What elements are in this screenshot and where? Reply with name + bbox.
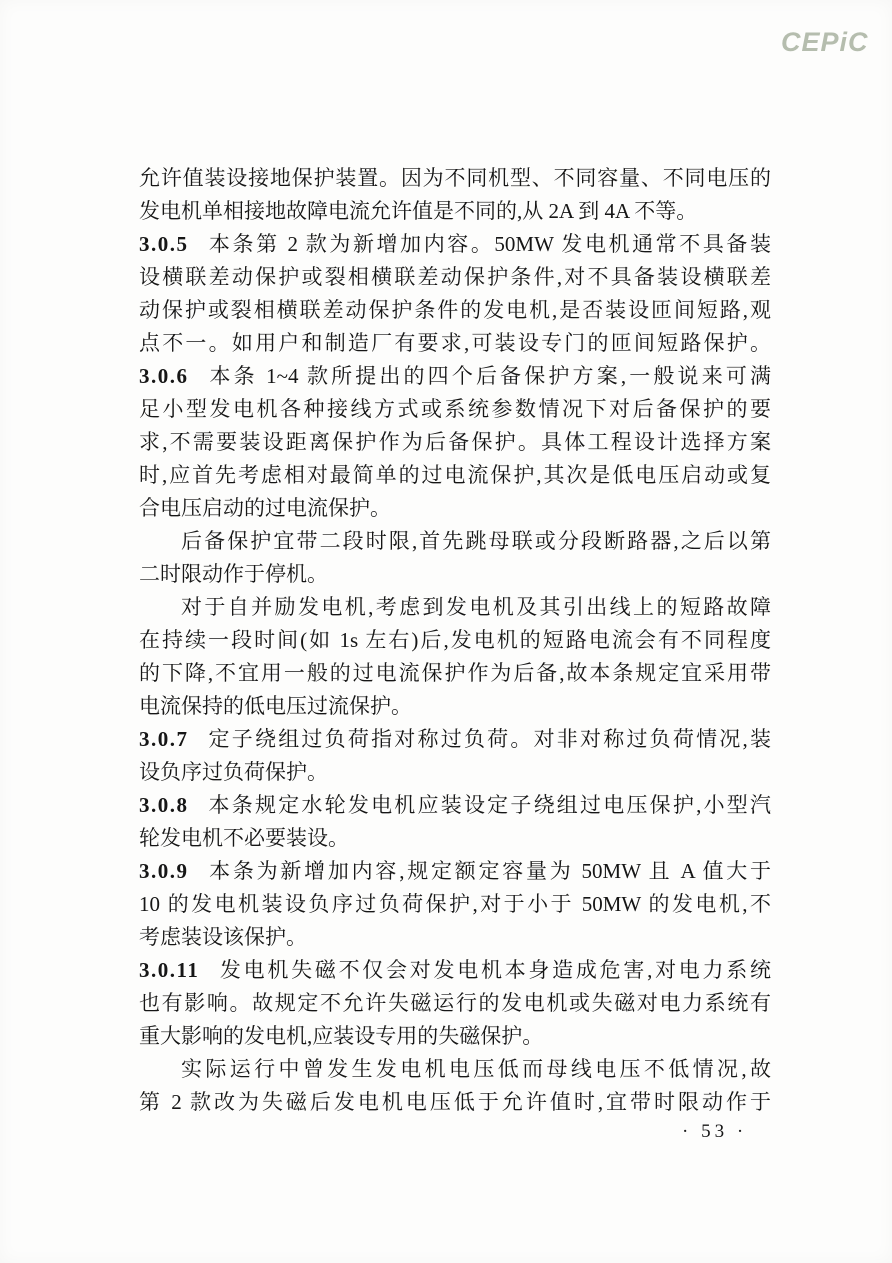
text-line [139, 723, 771, 756]
text-line [139, 195, 771, 228]
text-line [139, 624, 771, 657]
text-line [139, 1086, 771, 1119]
text-line [139, 525, 771, 558]
text-line [139, 1020, 771, 1053]
text-line [139, 558, 771, 591]
line-text: 足小型发电机各种接线方式或系统参数情况下对后备保护的要 [139, 397, 771, 421]
text-line [139, 855, 771, 888]
line-text: 对于自并励发电机,考虑到发电机及其引出线上的短路故障 [181, 595, 771, 619]
line-text: 设横联差动保护或裂相横联差动保护条件,对不具备装设横联差 [139, 265, 771, 289]
line-text: 时,应首先考虑相对最简单的过电流保护,其次是低电压启动或复 [139, 463, 771, 487]
text-line [139, 690, 771, 723]
line-text: 本条为新增加内容,规定额定容量为 50MW 且 A 值大于 [206, 859, 771, 883]
text-line [139, 888, 771, 921]
line-text: 考虑装设该保护。 [139, 925, 307, 949]
text-line [139, 756, 771, 789]
line-text: 发电机失磁不仅会对发电机本身造成危害,对电力系统 [217, 958, 771, 982]
page-number: · 53 · [682, 1121, 748, 1142]
line-text: 也有影响。故规定不允许失磁运行的发电机或失磁对电力系统有 [139, 991, 771, 1015]
text-line [139, 987, 771, 1020]
text-line [139, 426, 771, 459]
line-text: 的下降,不宜用一般的过电流保护作为后备,故本条规定宜采用带 [139, 661, 771, 685]
text-line [139, 261, 771, 294]
line-text: 本条规定水轮发电机应装设定子绕组过电压保护,小型汽 [206, 793, 771, 817]
line-text: 重大影响的发电机,应装设专用的失磁保护。 [139, 1024, 544, 1048]
line-text: 允许值装设接地保护装置。因为不同机型、不同容量、不同电压的 [139, 166, 771, 190]
line-text: 二时限动作于停机。 [139, 562, 328, 586]
clause-number: 3.0.8 [139, 793, 189, 817]
clause-number: 3.0.7 [139, 727, 189, 751]
body-text [139, 162, 771, 1119]
line-text: 后备保护宜带二段时限,首先跳母联或分段断路器,之后以第 [181, 529, 771, 553]
clause-number: 3.0.6 [139, 364, 189, 388]
line-text: 设负序过负荷保护。 [139, 760, 328, 784]
line-text: 本条 1~4 款所提出的四个后备保护方案,一般说来可满 [206, 364, 771, 388]
line-text: 本条第 2 款为新增加内容。50MW 发电机通常不具备装 [206, 232, 771, 256]
line-text: 电流保持的低电压过流保护。 [139, 694, 412, 718]
line-text: 点不一。如用户和制造厂有要求,可装设专门的匝间短路保护。 [139, 331, 771, 355]
text-line [139, 162, 771, 195]
text-line [139, 954, 771, 987]
text-line [139, 459, 771, 492]
line-text: 实际运行中曾发生发电机电压低而母线电压不低情况,故 [181, 1057, 771, 1081]
line-text: 第 2 款改为失磁后发电机电压低于允许值时,宜带时限动作于 [139, 1090, 771, 1114]
text-line [139, 294, 771, 327]
line-text: 求,不需要装设距离保护作为后备保护。具体工程设计选择方案 [139, 430, 771, 454]
clause-number: 3.0.11 [139, 958, 200, 982]
line-text: 动保护或裂相横联差动保护条件的发电机,是否装设匝间短路,观 [139, 298, 771, 322]
line-text: 合电压启动的过电流保护。 [139, 496, 391, 520]
line-text: 10 的发电机装设负序过负荷保护,对于小于 50MW 的发电机,不 [139, 892, 771, 916]
text-line [139, 228, 771, 261]
text-line [139, 822, 771, 855]
text-line [139, 1053, 771, 1086]
text-line [139, 921, 771, 954]
text-line [139, 789, 771, 822]
line-text: 在持续一段时间(如 1s 左右)后,发电机的短路电流会有不同程度 [139, 628, 771, 652]
text-line [139, 360, 771, 393]
text-line [139, 492, 771, 525]
line-text: 发电机单相接地故障电流允许值是不同的,从 2A 到 4A 不等。 [139, 199, 698, 223]
clause-number: 3.0.5 [139, 232, 189, 256]
line-text: 定子绕组过负荷指对称过负荷。对非对称过负荷情况,装 [206, 727, 771, 751]
text-line [139, 393, 771, 426]
text-line [139, 591, 771, 624]
cepic-logo: CEPiC [781, 27, 869, 57]
line-text: 轮发电机不必要装设。 [139, 826, 349, 850]
clause-number: 3.0.9 [139, 859, 189, 883]
text-line [139, 327, 771, 360]
text-line [139, 657, 771, 690]
